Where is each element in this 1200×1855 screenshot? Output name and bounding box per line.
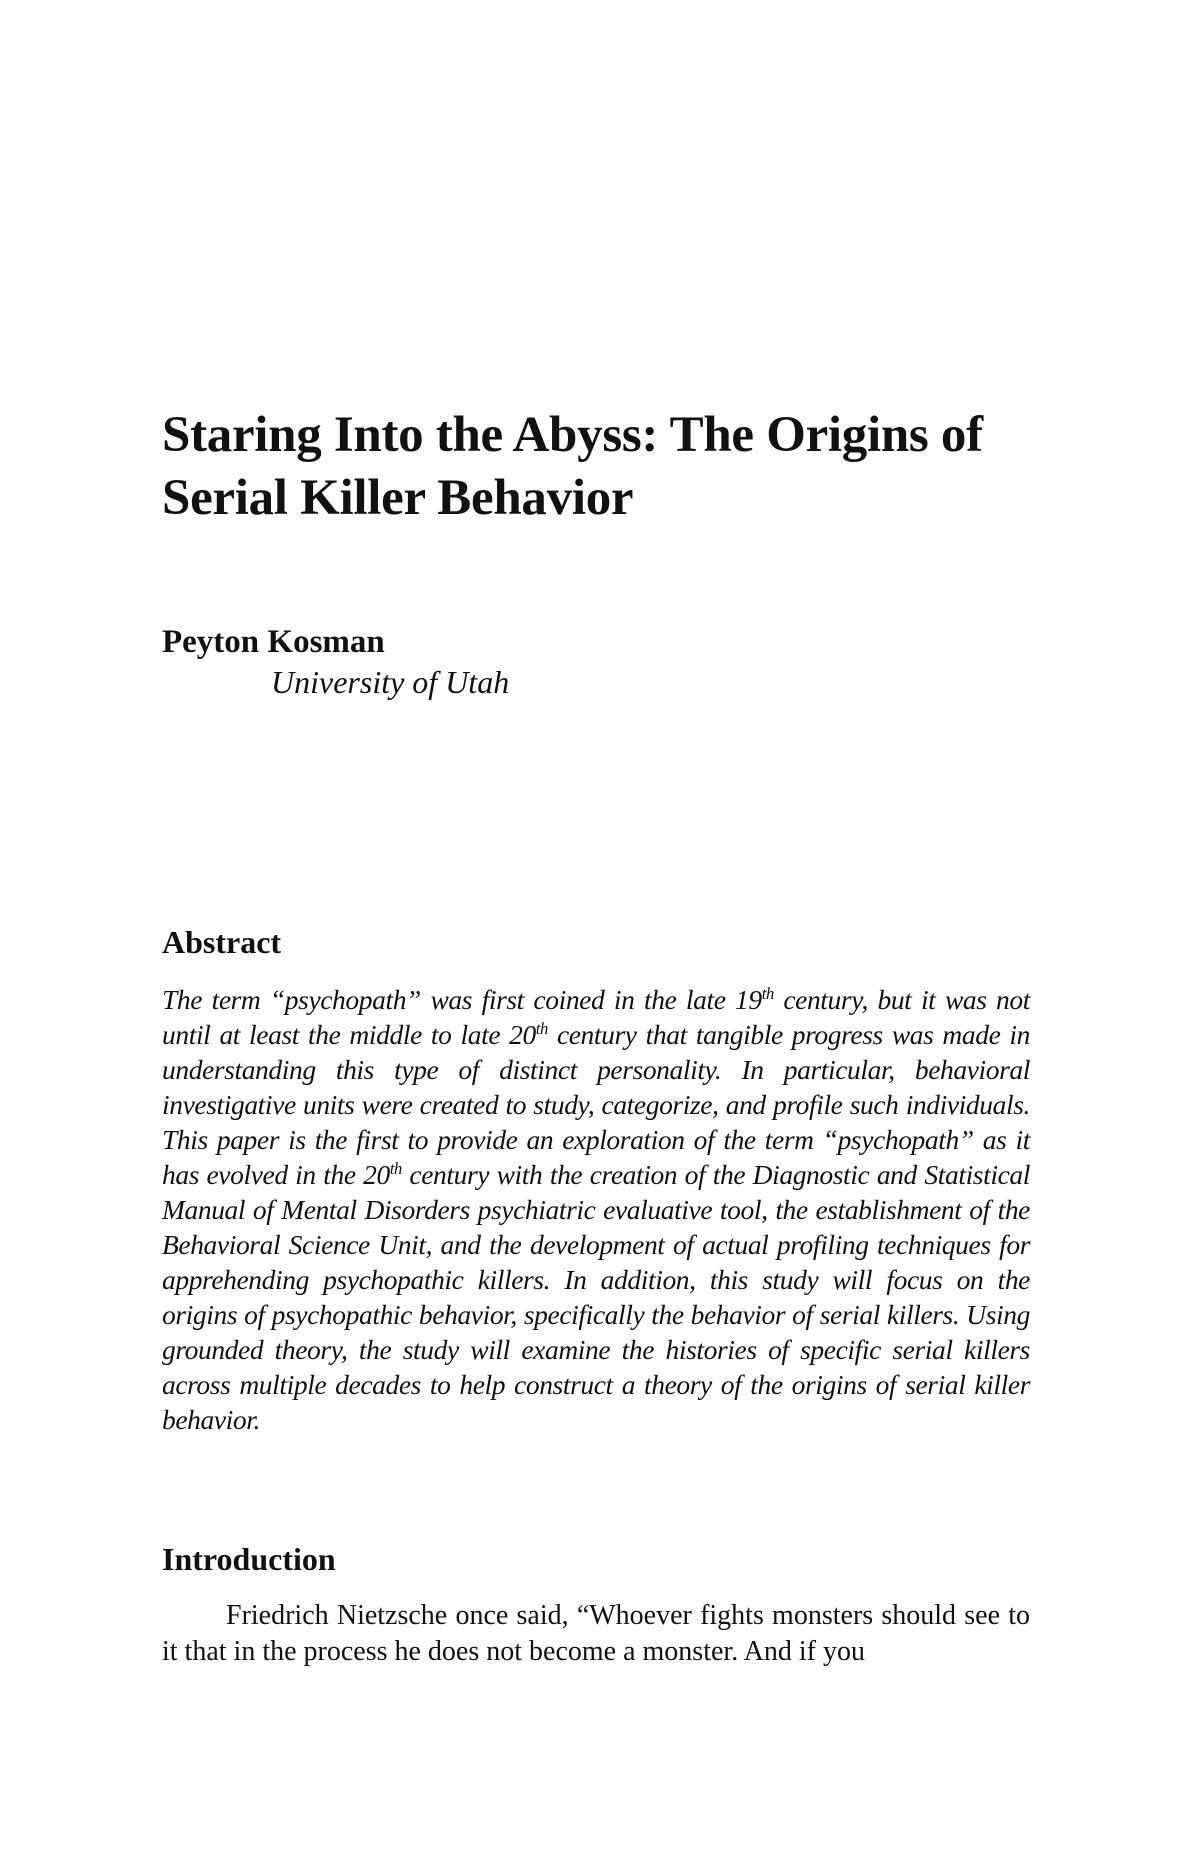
- abstract-heading: Abstract: [162, 924, 282, 960]
- paper-title: Staring Into the Abyss: The Origins of Serial Killer Behavior: [162, 407, 983, 526]
- ordinal-superscript: th: [389, 1158, 402, 1178]
- introduction-heading: Introduction: [162, 1541, 336, 1577]
- abstract-text-part: century with the creation of the Diagnostic and Statistical Manual of Mental Disorders psychiatric evaluative tool, the establishment of the Behavioral Science Unit, and the development of actual profiling techniques for apprehending psychopathic killers. In addition, this study will focus on the origins of psychopathic behavior, specifically the behavior of serial killers. Using grounded theory, the study will examine the histories of specific serial killers across multiple decades to help construct a theory of the origins of serial killer behavior.: [162, 1159, 1030, 1435]
- author-affiliation: University of Utah: [271, 664, 510, 700]
- abstract-text-part: The term “psychopath” was first coined in the late 19: [162, 984, 762, 1015]
- introduction-paragraph: Friedrich Nietzsche once said, “Whoever fights monsters should see to it that in the process he does not become a monster. And if you: [162, 1600, 1030, 1667]
- author-name: Peyton Kosman: [162, 624, 385, 660]
- abstract-text-part: century, but it was not until at least the middle to late 20: [162, 984, 1031, 1050]
- ordinal-superscript: th: [535, 1018, 548, 1038]
- abstract-text-part: century that tangible progress was made in understanding this type of distinct personality. In particular, behavioral investigative units were created to study, categorize, and profile such individuals. This paper is the first to provide an exploration of the term “psychopath” as it has evolved in the 20: [162, 1019, 1031, 1190]
- abstract-body: [162, 982, 1030, 1437]
- ordinal-superscript: th: [761, 983, 774, 1003]
